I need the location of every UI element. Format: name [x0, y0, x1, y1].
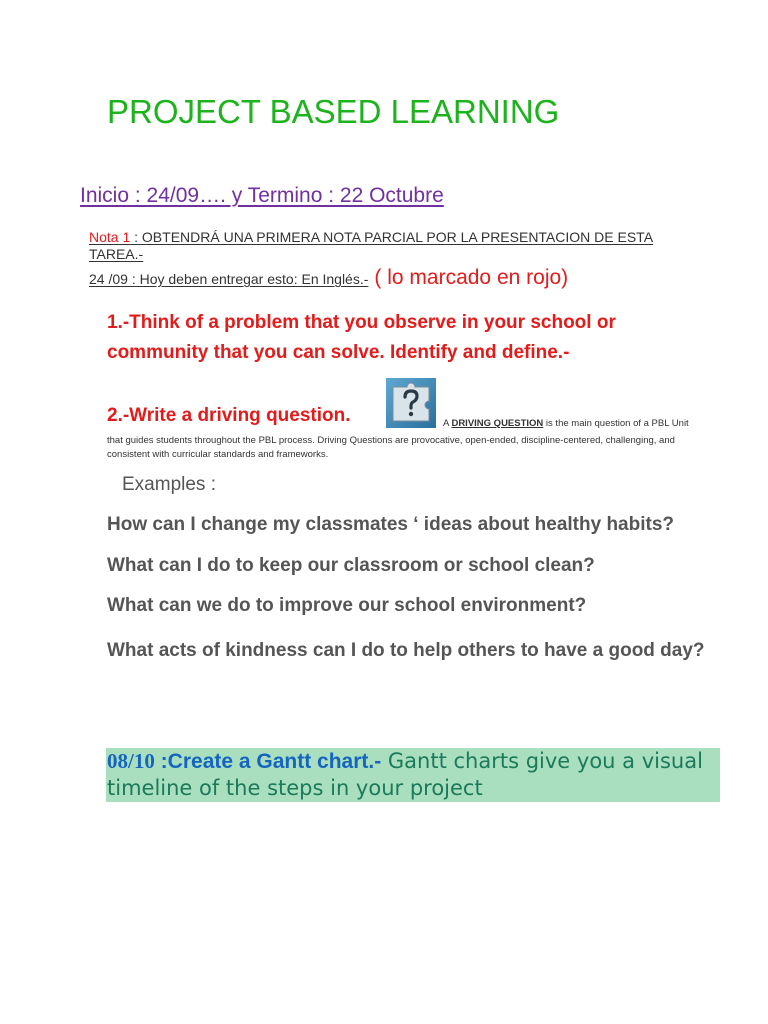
marked-in-red-note: ( lo marcado en rojo) [374, 266, 569, 289]
dq-term: DRIVING QUESTION [451, 418, 544, 429]
dq-prefix: A [443, 418, 452, 429]
gantt-description: Gantt charts give you a visual timeline of the steps in your project [107, 749, 703, 800]
driving-question-description: that guides students throughout the PBL process. Driving Questions are provocative, open-ended, discipline-centered, challenging, and consistent with curricular standards and frameworks. [107, 435, 675, 460]
gantt-date: 08/10 [107, 749, 155, 773]
dq-suffix: is the main question of a PBL Unit [543, 418, 689, 429]
examples-label: Examples : [122, 474, 216, 495]
page-title: PROJECT BASED LEARNING [107, 93, 560, 130]
example-item: What can I do to keep our classroom or school clean? [107, 555, 595, 576]
example-item: How can I change my classmates ‘ ideas about healthy habits? [107, 514, 675, 535]
question-2: 2.-Write a driving question. [107, 405, 351, 426]
nota-label: Nota 1 [89, 229, 131, 245]
example-item: What can we do to improve our school environment? [107, 595, 587, 616]
puzzle-question-icon [385, 377, 437, 429]
nota-note [89, 229, 709, 263]
gantt-title: :Create a Gantt chart.- [154, 750, 382, 773]
delivery-line [89, 266, 568, 290]
nota-text: : OBTENDRÁ UNA PRIMERA NOTA PARCIAL POR LA PRESENTACION DE ESTA TAREA.- [89, 229, 654, 262]
gantt-task [107, 748, 719, 802]
question-1: 1.-Think of a problem that you observe in your school or community that you can solve. Identify and define.- [107, 312, 616, 363]
delivery-text: 24 /09 : Hoy deben entregar esto: En Inglés.- [89, 271, 369, 287]
schedule-dates: Inicio : 24/09…. y Termino : 22 Octubre [80, 184, 444, 207]
driving-question-intro [443, 418, 689, 429]
example-item: What acts of kindness can I do to help others to have a good day? [107, 640, 705, 661]
